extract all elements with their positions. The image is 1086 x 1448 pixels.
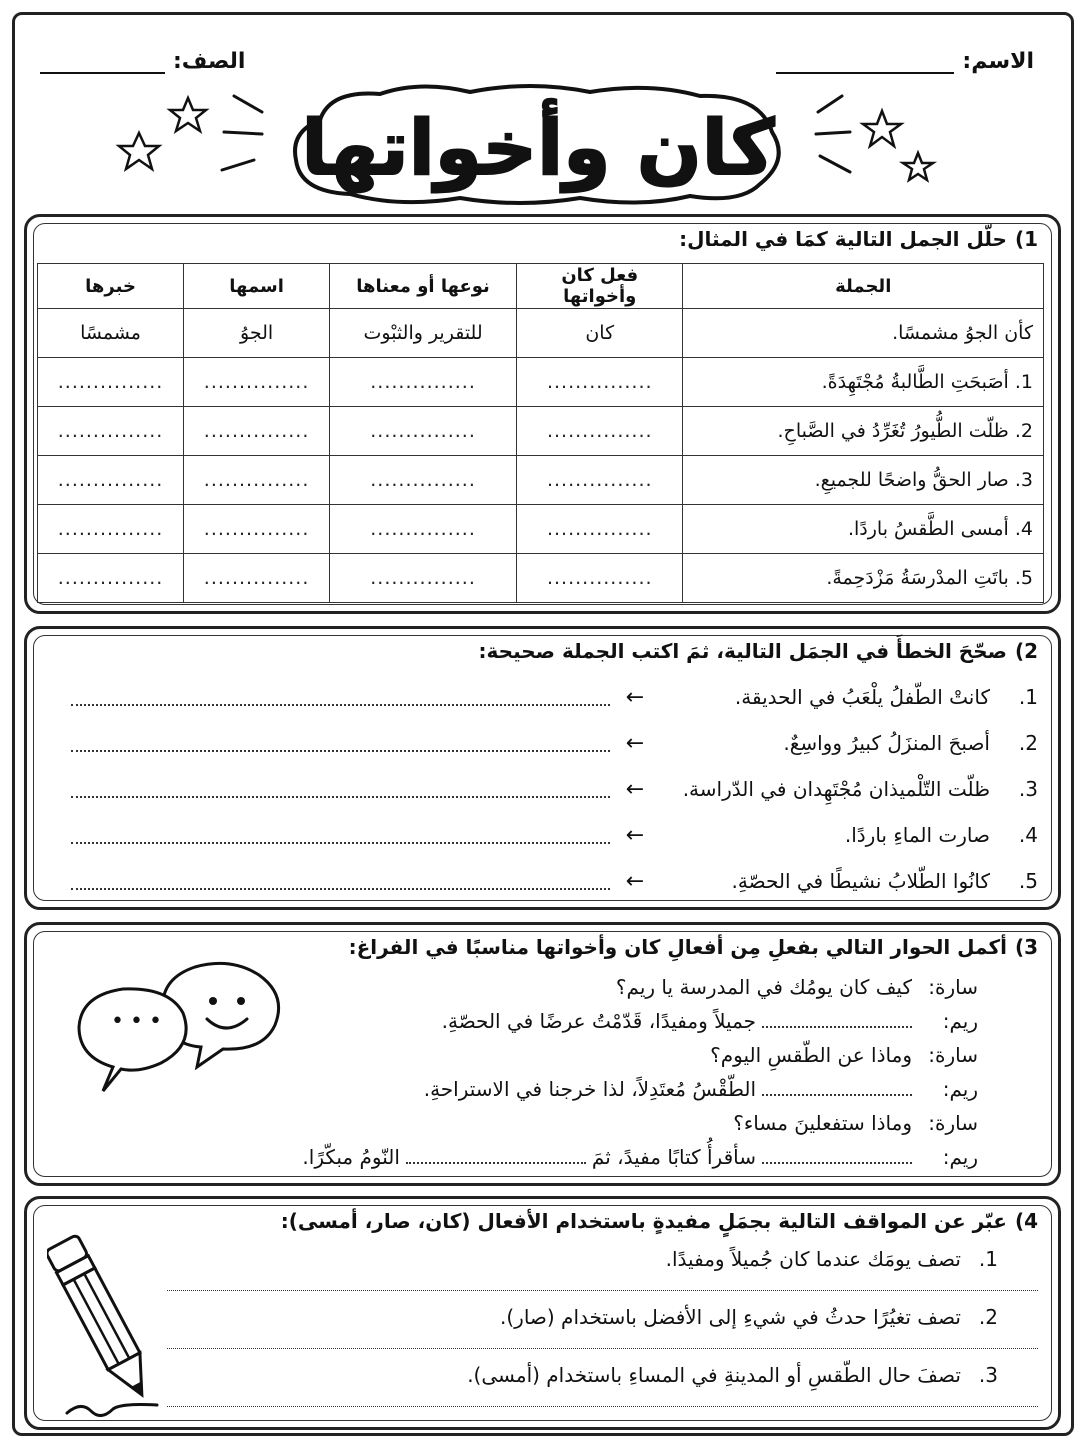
- answer-blank[interactable]: ...............: [184, 554, 330, 603]
- grade-line[interactable]: [40, 50, 165, 74]
- answer-blank[interactable]: ...............: [330, 407, 517, 456]
- correction-row: 3. ظلّت التّلْميذان مُجْتَهِدان في الدّراسة. ←: [67, 773, 1038, 805]
- answer-blank[interactable]: ...............: [184, 407, 330, 456]
- table-row: 4. أمسى الطَّقسُ باردًا. ............... ............... ............... ...............: [38, 505, 1044, 554]
- correction-row: 5. كانُوا الطّلابُ نشيطًا في الحصّةِ. ←: [67, 865, 1038, 897]
- answer-blank[interactable]: ...............: [517, 456, 683, 505]
- name-field[interactable]: [776, 49, 1034, 74]
- answer-line[interactable]: [71, 688, 610, 706]
- section-4: [24, 1196, 1061, 1430]
- dialogue-line: ريم: سأقرأُ كتابًا مفيدً، ثمَ النّومُ مبكّرًا.: [302, 1145, 978, 1169]
- title-area: [0, 80, 1086, 210]
- answer-blank[interactable]: ...............: [38, 554, 184, 603]
- dots-icon: •••: [111, 1009, 168, 1034]
- header: [40, 38, 1034, 74]
- arrow-left-icon: ←: [625, 868, 645, 894]
- correction-row: 4. صارت الماءِ باردًا. ←: [67, 819, 1038, 851]
- section-2-title: 2) صحّحَ الخطأَ في الجمَل التالية، ثمَ اكتب الجملة صحيحة:: [478, 639, 1038, 663]
- task-item: 2. تصف تغيُرًا حدثُ في شيءِ إلى الأفضل باستخدام (صار).: [500, 1305, 998, 1329]
- arrow-left-icon: ←: [625, 684, 645, 710]
- answer-blank[interactable]: ...............: [517, 358, 683, 407]
- answer-blank[interactable]: ...............: [184, 358, 330, 407]
- analysis-table: [37, 263, 1044, 603]
- col-sentence: الجملة: [683, 264, 1044, 309]
- table-row: 3. صار الحقُّ واضحًا للجميعِ. ............... ............... ............... ...............: [38, 456, 1044, 505]
- fill-blank[interactable]: [762, 1026, 912, 1028]
- answer-blank[interactable]: ...............: [38, 505, 184, 554]
- answer-blank[interactable]: ...............: [330, 505, 517, 554]
- dialogue-line: سارة: وماذا عن الطّقسِ اليوم؟: [710, 1043, 978, 1067]
- section-1: [24, 214, 1061, 614]
- name-label: الاسم:: [962, 49, 1034, 74]
- fill-blank[interactable]: [762, 1162, 912, 1164]
- dialogue-line: ريم: جميلاً ومفيدًا، قَدّمْتُ عرضًا في الحصّةِ.: [441, 1009, 978, 1033]
- table-row-example: كأن الجوُ مشمسًا. كان للتقرير والثبْوت الجوُ مشمسًا: [38, 309, 1044, 358]
- answer-blank[interactable]: ...............: [330, 358, 517, 407]
- dialogue-line: سارة: وماذا ستفعلينَ مساء؟: [733, 1111, 978, 1135]
- answer-blank[interactable]: ...............: [38, 407, 184, 456]
- title-decoration: [0, 80, 1086, 210]
- correction-row: 1. كانتْ الطّفلُ يلْعَبُ في الحديقة. ←: [67, 681, 1038, 713]
- section-3-title: 3) أكمل الحوار التالي بفعلِ مِن أفعالِ كان وأخواتها مناسبًا في الفراغ:: [348, 935, 1038, 959]
- answer-blank[interactable]: ...............: [184, 456, 330, 505]
- answer-blank[interactable]: ...............: [517, 505, 683, 554]
- answer-blank[interactable]: ...............: [330, 554, 517, 603]
- col-type: نوعها أو معناها: [330, 264, 517, 309]
- table-row: 2. ظلّت الطُّيورُ تُغَرِّدُ في الصَّباحِ. ............... ............... ............... ...............: [38, 407, 1044, 456]
- fill-blank[interactable]: [762, 1094, 912, 1096]
- answer-blank[interactable]: ...............: [517, 407, 683, 456]
- arrow-left-icon: ←: [625, 776, 645, 802]
- section-3: [24, 922, 1061, 1186]
- pencil-icon: [47, 1225, 177, 1425]
- grade-field[interactable]: [40, 49, 245, 74]
- col-noun: اسمها: [184, 264, 330, 309]
- answer-blank[interactable]: ...............: [330, 456, 517, 505]
- answer-blank[interactable]: ...............: [38, 358, 184, 407]
- answer-line[interactable]: [167, 1289, 1038, 1291]
- answer-blank[interactable]: ...............: [38, 456, 184, 505]
- col-verb: فعل كان وأخواتها: [517, 264, 683, 309]
- col-predicate: خبرها: [38, 264, 184, 309]
- answer-line[interactable]: [71, 780, 610, 798]
- speech-bubbles-icon: [51, 949, 291, 1099]
- answer-line[interactable]: [71, 826, 610, 844]
- answer-line[interactable]: [167, 1347, 1038, 1349]
- worksheet-title: كان وأخواتها: [301, 103, 775, 192]
- section-1-title: 1) حلّل الجمل التالية كمَا في المثال:: [679, 227, 1038, 251]
- table-row: 5. باتَتِ المدْرسَةُ مَزْدَحِمةً. ............... ............... ............... ...............: [38, 554, 1044, 603]
- table-row: 1. أصَبحَتِ الطَّالبةُ مُجْتَهِدَةً. ............... ............... ............... ...............: [38, 358, 1044, 407]
- dialogue-line: سارة: كيف كان يومُك في المدرسة يا ريم؟: [615, 975, 978, 999]
- task-item: 3. تصفَ حال الطّقسِ أو المدينةِ في المساءِ باستخدام (أمسى).: [467, 1363, 998, 1387]
- section-4-title: 4) عبّر عن المواقف التالية بجمَلٍ مفيدةٍ باستخدام الأفعال (كان، صار، أمسى):: [280, 1209, 1038, 1233]
- grade-label: الصف:: [173, 49, 246, 74]
- answer-line[interactable]: [71, 872, 610, 890]
- dialogue-line: ريم: الطّقْسُ مُعتَدِلاً، لذا خرجنا في الاستراحةِ.: [423, 1077, 978, 1101]
- answer-blank[interactable]: ...............: [184, 505, 330, 554]
- arrow-left-icon: ←: [625, 822, 645, 848]
- fill-blank[interactable]: [406, 1162, 586, 1164]
- correction-row: 2. أصبحَ المنزَلُ كبيرُ وواسِعٌ. ←: [67, 727, 1038, 759]
- answer-blank[interactable]: ...............: [517, 554, 683, 603]
- arrow-left-icon: ←: [625, 730, 645, 756]
- name-line[interactable]: [776, 50, 954, 74]
- answer-line[interactable]: [71, 734, 610, 752]
- table-header-row: [38, 264, 1044, 309]
- section-2: [24, 626, 1061, 910]
- task-item: 1. تصف يومَك عندما كان جُميلاً ومفيدًا.: [665, 1247, 998, 1271]
- answer-line[interactable]: [167, 1405, 1038, 1407]
